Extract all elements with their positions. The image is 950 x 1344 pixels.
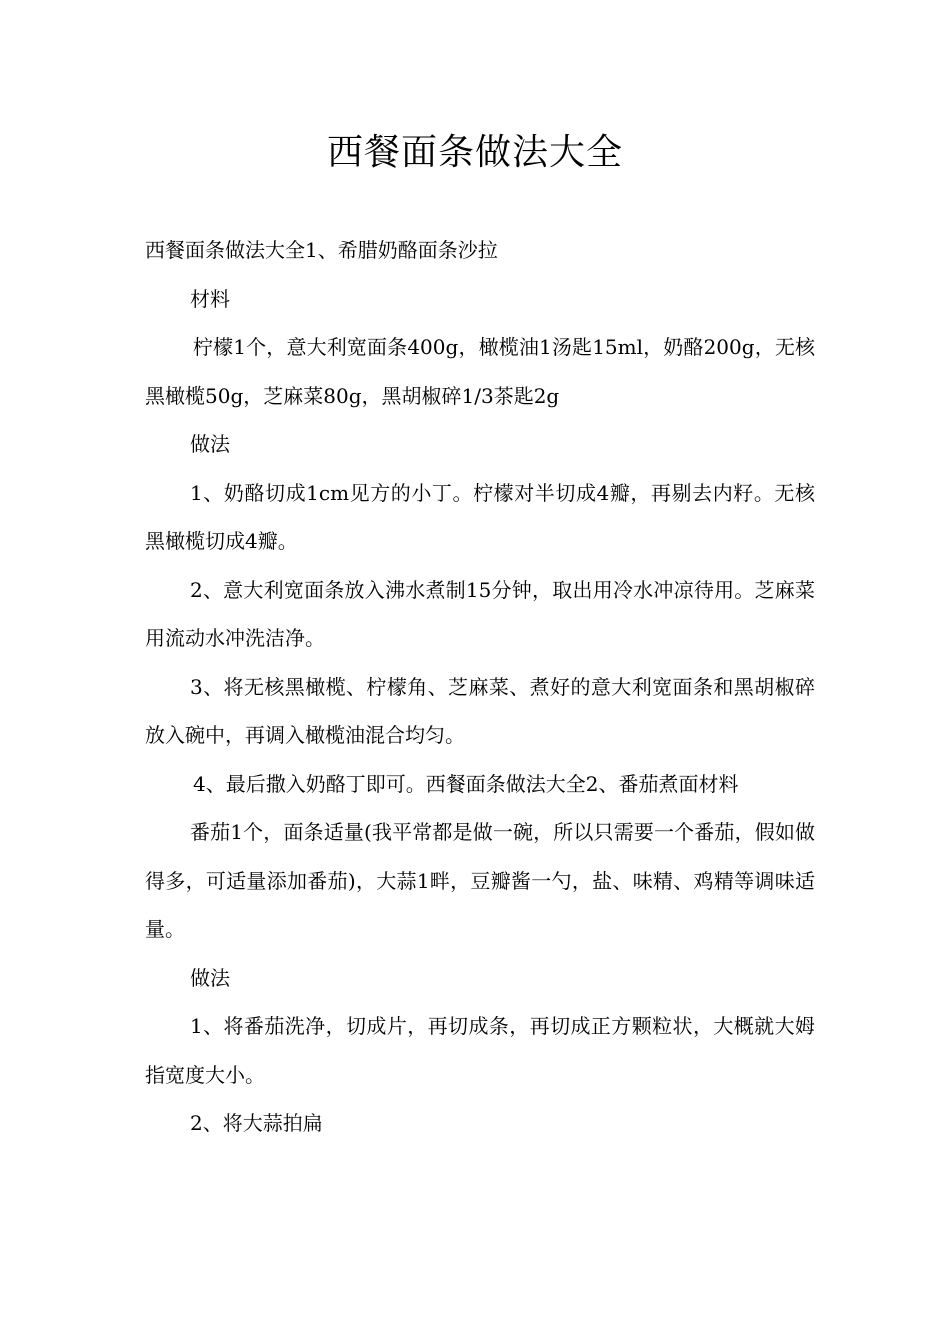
method-label: 做法 <box>190 965 230 990</box>
materials-list: 番茄1个，面条适量(我平常都是做一碗，所以只需要一个番茄，假如做得多，可适量添加番茄)，大蒜1畔，豆瓣酱一勺，盐、味精、鸡精等调味适量。 <box>145 820 815 941</box>
method-label: 做法 <box>190 432 230 456</box>
step-paragraph: 1、奶酪切成1cm见方的小丁。柠檬对半切成4瓣，再剔去内籽。无核黑橄榄切成4瓣。 <box>145 480 815 553</box>
step-paragraph: 3、将无核黑橄榄、柠檬角、芝麻菜、煮好的意大利宽面条和黑胡椒碎放入碗中，再调入橄榄油混合均匀。 <box>145 674 815 747</box>
step-paragraph: 1、将番茄洗净，切成片，再切成条，再切成正方颗粒状，大概就大姆指宽度大小。 <box>145 1014 815 1087</box>
document-body <box>145 226 815 1148</box>
page-title: 西餐面条做法大全 <box>326 132 623 173</box>
step-paragraph: 2、将大蒜拍扁 <box>190 1111 323 1135</box>
materials-label: 材料 <box>190 286 230 311</box>
step-paragraph: 2、意大利宽面条放入沸水煮制15分钟，取出用冷水冲凉待用。芝麻菜用流动水冲洗洁净。 <box>145 577 815 650</box>
materials-list: 柠檬1个，意大利宽面条400g，橄榄油1汤匙15ml，奶酪200g，无核黑橄榄50g，芝麻菜80g，黑胡椒碎1/3茶匙2g <box>145 335 815 408</box>
step-paragraph: 4、最后撒入奶酪丁即可。西餐面条做法大全2、番茄煮面材料 <box>193 771 739 796</box>
section-heading-1: 西餐面条做法大全1、希腊奶酪面条沙拉 <box>145 238 498 262</box>
